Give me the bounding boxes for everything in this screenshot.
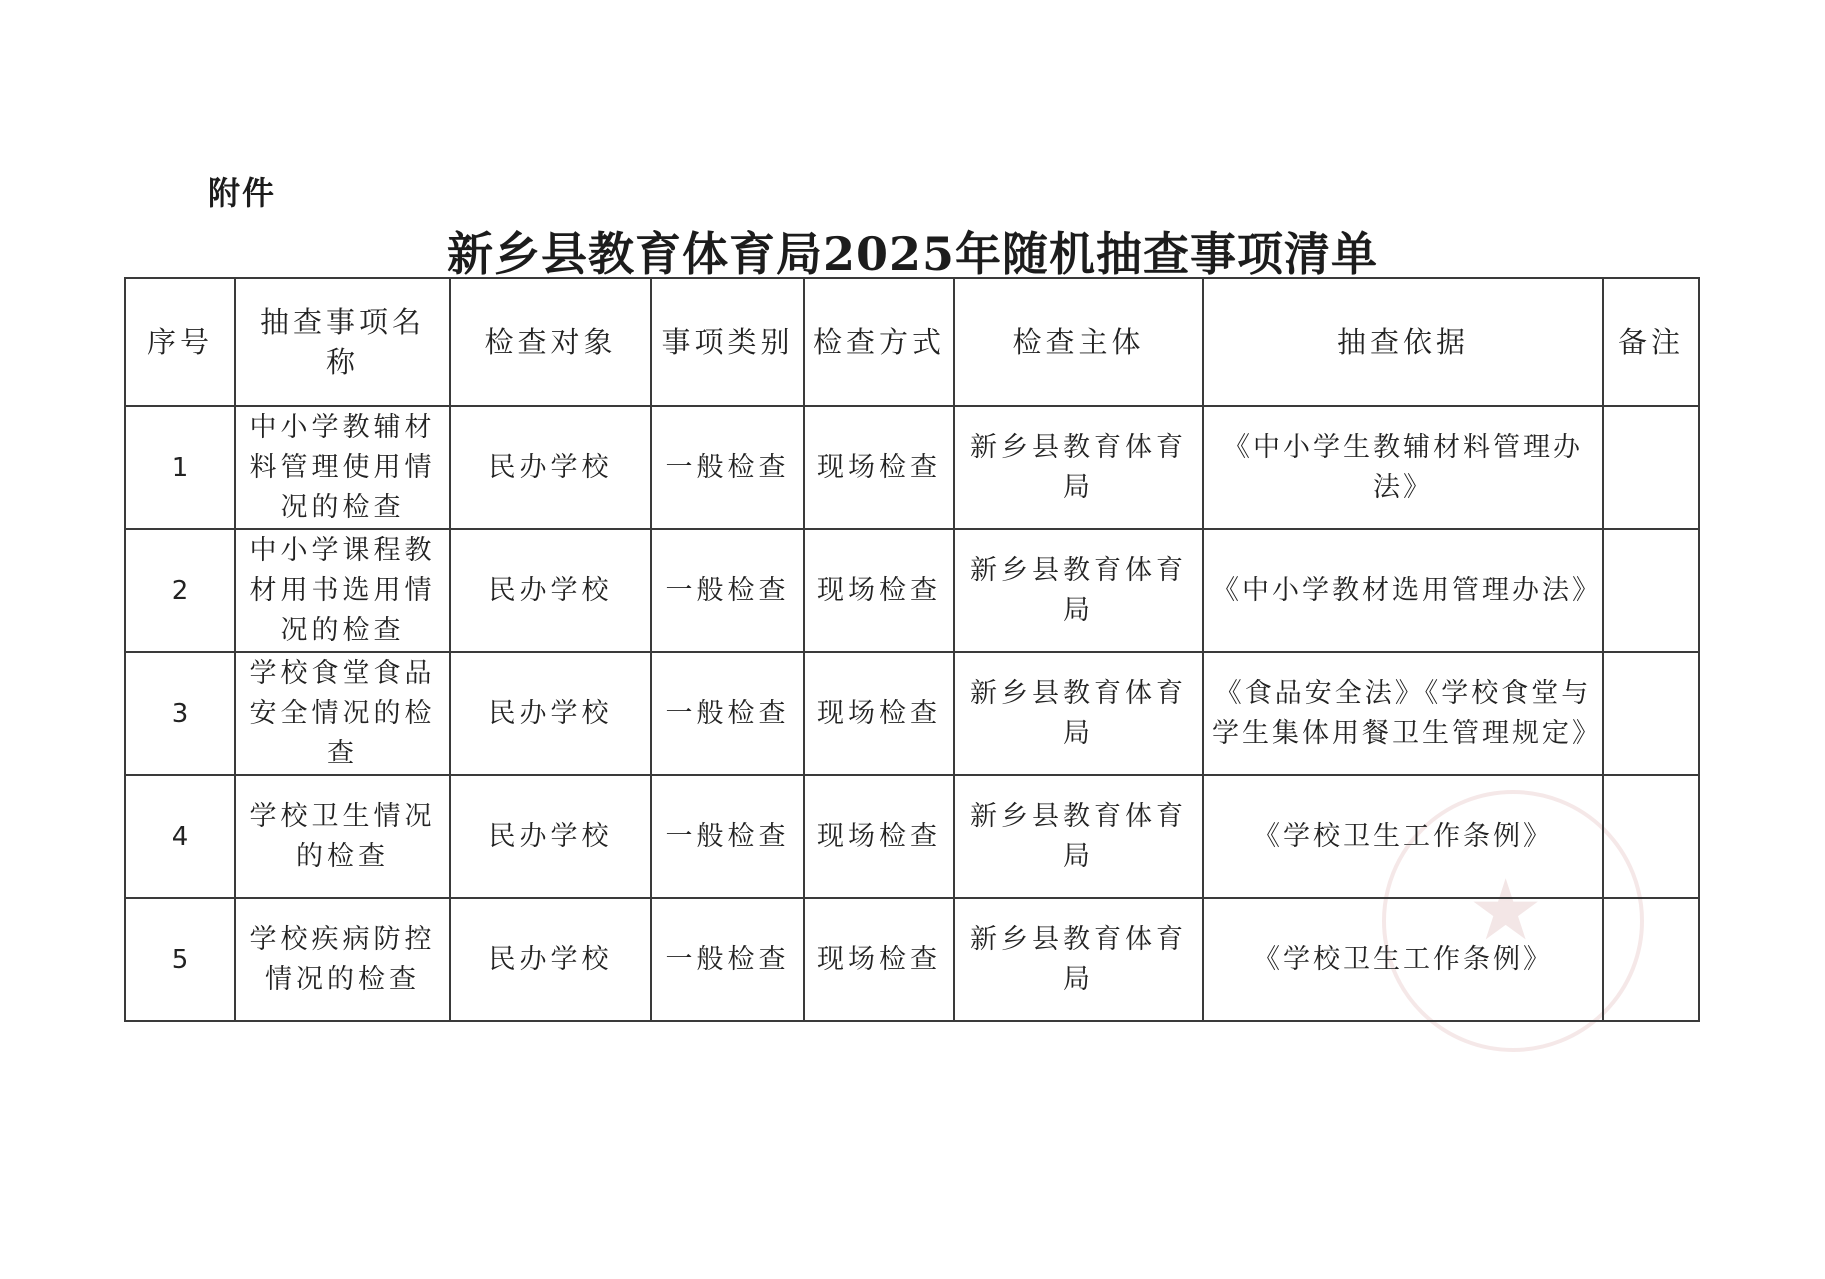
cell-category: 一般检查 [651, 406, 804, 529]
header-basis: 抽查依据 [1203, 278, 1603, 406]
table-row [125, 775, 1699, 898]
cell-item-name: 学校卫生情况的检查 [235, 775, 450, 898]
cell-item-name: 学校疾病防控情况的检查 [235, 898, 450, 1021]
cell-basis: 《学校卫生工作条例》 [1203, 898, 1603, 1021]
cell-remarks [1603, 406, 1699, 529]
cell-method: 现场检查 [804, 529, 954, 652]
cell-category: 一般检查 [651, 898, 804, 1021]
cell-remarks [1603, 652, 1699, 775]
cell-target: 民办学校 [450, 898, 651, 1021]
cell-authority: 新乡县教育体育局 [954, 775, 1203, 898]
cell-basis: 《中小学生教辅材料管理办法》 [1203, 406, 1603, 529]
table-header-row [125, 278, 1699, 406]
cell-target: 民办学校 [450, 406, 651, 529]
header-method: 检查方式 [804, 278, 954, 406]
cell-item-name: 中小学课程教材用书选用情况的检查 [235, 529, 450, 652]
cell-method: 现场检查 [804, 406, 954, 529]
cell-seq: 1 [125, 406, 235, 529]
cell-target: 民办学校 [450, 775, 651, 898]
header-authority: 检查主体 [954, 278, 1203, 406]
table-row [125, 529, 1699, 652]
header-item-name: 抽查事项名称 [235, 278, 450, 406]
cell-seq: 3 [125, 652, 235, 775]
cell-remarks [1603, 529, 1699, 652]
cell-method: 现场检查 [804, 775, 954, 898]
cell-category: 一般检查 [651, 652, 804, 775]
cell-basis: 《食品安全法》《学校食堂与学生集体用餐卫生管理规定》 [1203, 652, 1603, 775]
cell-seq: 2 [125, 529, 235, 652]
cell-seq: 4 [125, 775, 235, 898]
cell-authority: 新乡县教育体育局 [954, 898, 1203, 1021]
cell-remarks [1603, 898, 1699, 1021]
cell-seq: 5 [125, 898, 235, 1021]
cell-category: 一般检查 [651, 529, 804, 652]
cell-authority: 新乡县教育体育局 [954, 652, 1203, 775]
attachment-label: 附件 [208, 174, 277, 212]
inspection-items-table [124, 277, 1700, 1022]
header-seq: 序号 [125, 278, 235, 406]
document-title: 新乡县教育体育局2025年随机抽查事项清单 [446, 227, 1379, 281]
table-row [125, 898, 1699, 1021]
cell-method: 现场检查 [804, 652, 954, 775]
header-target: 检查对象 [450, 278, 651, 406]
cell-method: 现场检查 [804, 898, 954, 1021]
cell-category: 一般检查 [651, 775, 804, 898]
cell-basis: 《学校卫生工作条例》 [1203, 775, 1603, 898]
cell-item-name: 中小学教辅材料管理使用情况的检查 [235, 406, 450, 529]
cell-authority: 新乡县教育体育局 [954, 529, 1203, 652]
cell-remarks [1603, 775, 1699, 898]
table-row [125, 652, 1699, 775]
header-remarks: 备注 [1603, 278, 1699, 406]
cell-basis: 《中小学教材选用管理办法》 [1203, 529, 1603, 652]
star-icon: ★ [1468, 861, 1544, 959]
cell-target: 民办学校 [450, 652, 651, 775]
table-row [125, 406, 1699, 529]
cell-item-name: 学校食堂食品安全情况的检查 [235, 652, 450, 775]
cell-target: 民办学校 [450, 529, 651, 652]
cell-authority: 新乡县教育体育局 [954, 406, 1203, 529]
header-category: 事项类别 [651, 278, 804, 406]
